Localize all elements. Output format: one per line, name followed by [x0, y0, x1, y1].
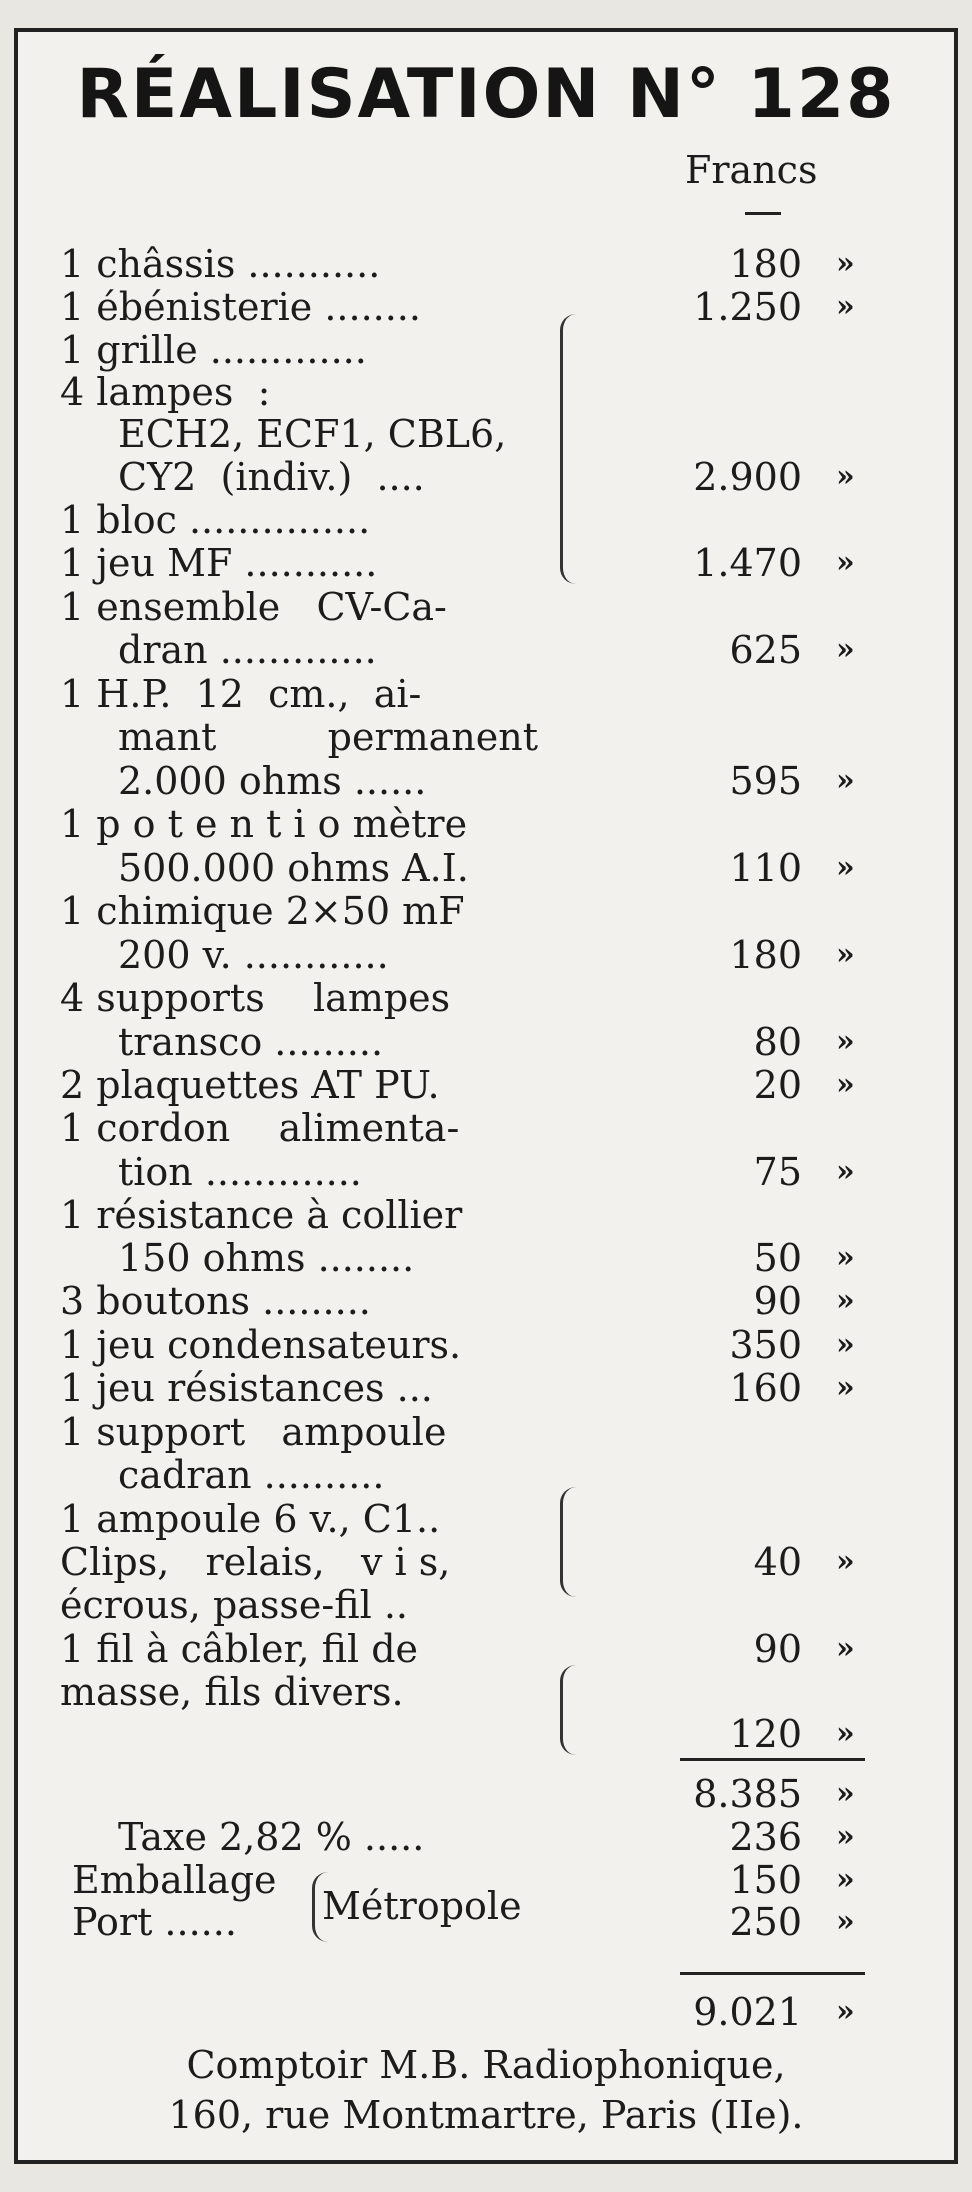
list-item	[0, 628, 972, 672]
list-item	[0, 1150, 972, 1194]
price-mark: »	[836, 1154, 855, 1189]
item-description: 500.000 ohms A.I.	[118, 846, 469, 890]
total-rule	[680, 1972, 865, 1975]
list-item	[0, 285, 972, 329]
price-mark: »	[836, 1904, 855, 1939]
list-item	[0, 1712, 972, 1756]
total-value: 9.021	[693, 1990, 802, 2034]
list-item	[0, 759, 972, 803]
item-description: 4 supports lampes	[60, 976, 451, 1020]
currency-underline	[745, 212, 781, 215]
list-item	[0, 328, 972, 372]
currency-header: Francs	[685, 148, 818, 192]
charge-label: Taxe 2,82 % .....	[118, 1815, 425, 1859]
item-price: 350	[729, 1323, 802, 1367]
footer-company: Comptoir M.B. Radiophonique,	[186, 2043, 786, 2087]
list-item	[0, 242, 972, 286]
list-item	[0, 1410, 972, 1454]
item-description: dran .............	[118, 628, 377, 672]
list-item	[0, 1670, 972, 1714]
item-description: 1 fil à câbler, fil de	[60, 1627, 419, 1671]
item-description: 1 H.P. 12 cm., ai-	[60, 672, 422, 716]
price-mark: »	[836, 632, 855, 667]
item-price: 50	[753, 1236, 802, 1280]
footer-address	[0, 2040, 972, 2140]
item-price: 20	[753, 1063, 802, 1107]
list-item	[0, 933, 972, 977]
price-mark: »	[836, 1631, 855, 1666]
list-item	[0, 1279, 972, 1323]
item-description: 1 p o t e n t i o mètre	[60, 802, 468, 846]
item-price: 180	[729, 933, 802, 977]
item-description: 1 grille .............	[60, 328, 367, 372]
item-description: Clips, relais, v i s,	[60, 1540, 451, 1584]
item-description: 1 support ampoule	[60, 1410, 447, 1454]
item-description: mant permanent	[118, 715, 538, 759]
item-description: 200 v. ............	[118, 933, 389, 977]
price-mark: »	[836, 246, 855, 281]
price-mark: »	[836, 850, 855, 885]
list-item	[0, 1583, 972, 1627]
list-item	[0, 1063, 972, 1107]
price-mark: »	[836, 1283, 855, 1318]
list-item	[0, 846, 972, 890]
price-mark: »	[836, 1994, 855, 2029]
price-mark: »	[836, 1327, 855, 1362]
price-mark: »	[836, 459, 855, 494]
price-mark: »	[836, 1716, 855, 1751]
item-description: 1 ampoule 6 v., C1..	[60, 1497, 441, 1541]
item-description: 150 ohms ........	[118, 1236, 415, 1280]
item-description: masse, fils divers.	[60, 1670, 404, 1714]
item-price: 80	[753, 1020, 802, 1064]
item-description: 1 jeu MF ...........	[60, 541, 378, 585]
list-item	[0, 455, 972, 499]
list-item	[0, 1193, 972, 1237]
charge-row	[0, 1815, 972, 1859]
item-description: 1 jeu résistances ...	[60, 1366, 433, 1410]
list-item	[0, 412, 972, 456]
item-price: 120	[729, 1712, 802, 1756]
price-mark: »	[836, 1370, 855, 1405]
list-item	[0, 370, 972, 414]
subtotal-value: 8.385	[693, 1772, 802, 1816]
group-brace	[560, 1487, 589, 1597]
price-mark: »	[836, 1544, 855, 1579]
item-description: écrous, passe-fil ..	[60, 1583, 408, 1627]
item-description: 2 plaquettes AT PU.	[60, 1063, 440, 1107]
list-item	[0, 976, 972, 1020]
price-mark: »	[836, 289, 855, 324]
charge-label: Emballage	[72, 1858, 277, 1902]
item-description: 1 ensemble CV-Ca-	[60, 585, 447, 629]
item-description: 1 chimique 2×50 mF	[60, 889, 465, 933]
total-row	[0, 1990, 972, 2034]
price-mark: »	[836, 1776, 855, 1811]
item-description: 1 jeu condensateurs.	[60, 1323, 462, 1367]
list-item	[0, 1627, 972, 1671]
item-description: 1 cordon alimenta-	[60, 1106, 460, 1150]
charges-group-row	[0, 1884, 972, 1928]
item-description: transco .........	[118, 1020, 384, 1064]
item-price: 1.250	[693, 285, 802, 329]
item-description: 2.000 ohms ......	[118, 759, 427, 803]
price-mark: »	[836, 1067, 855, 1102]
item-description: 1 résistance à collier	[60, 1193, 463, 1237]
item-price: 625	[729, 628, 802, 672]
charge-value: 236	[729, 1815, 802, 1859]
list-item	[0, 1020, 972, 1064]
item-description: 1 bloc ...............	[60, 498, 371, 542]
item-price: 75	[753, 1150, 802, 1194]
subtotal-rule	[680, 1758, 865, 1761]
item-price: 40	[753, 1540, 802, 1584]
charge-label: Port ......	[72, 1900, 237, 1944]
item-description: CY2 (indiv.) ....	[118, 455, 425, 499]
item-description: 1 ébénisterie ........	[60, 285, 421, 329]
price-mark: »	[836, 1819, 855, 1854]
list-item	[0, 585, 972, 629]
list-item	[0, 1453, 972, 1497]
price-mark: »	[836, 937, 855, 972]
item-price: 595	[729, 759, 802, 803]
price-mark: »	[836, 545, 855, 580]
list-item	[0, 802, 972, 846]
item-description: ECH2, ECF1, CBL6,	[118, 412, 507, 456]
item-price: 110	[729, 846, 802, 890]
list-item	[0, 672, 972, 716]
item-description: 1 châssis ...........	[60, 242, 381, 286]
price-mark: »	[836, 1024, 855, 1059]
list-item	[0, 498, 972, 542]
charge-value: 150	[729, 1858, 802, 1902]
list-item	[0, 1236, 972, 1280]
item-price: 2.900	[693, 455, 802, 499]
list-item	[0, 1106, 972, 1150]
item-description: tion .............	[118, 1150, 362, 1194]
item-description: 3 boutons .........	[60, 1279, 371, 1323]
price-mark: »	[836, 1862, 855, 1897]
list-item	[0, 889, 972, 933]
page-title: RÉALISATION N° 128	[76, 55, 896, 134]
list-item	[0, 1497, 972, 1541]
list-item	[0, 1323, 972, 1367]
item-price: 90	[753, 1279, 802, 1323]
item-price: 1.470	[693, 541, 802, 585]
item-price: 180	[729, 242, 802, 286]
charge-value: 250	[729, 1900, 802, 1944]
list-item	[0, 1366, 972, 1410]
item-price: 160	[729, 1366, 802, 1410]
item-description: cadran ..........	[118, 1453, 385, 1497]
item-price: 90	[753, 1627, 802, 1671]
group-brace	[560, 1665, 589, 1755]
list-item	[0, 1540, 972, 1584]
price-mark: »	[836, 1240, 855, 1275]
group-brace	[560, 314, 589, 584]
charges-group-label: Métropole	[322, 1884, 522, 1928]
price-mark: »	[836, 763, 855, 798]
subtotal-row	[0, 1772, 972, 1816]
list-item	[0, 715, 972, 759]
item-description: 4 lampes :	[60, 370, 271, 414]
list-item	[0, 541, 972, 585]
footer-street: 160, rue Montmartre, Paris (IIe).	[168, 2093, 804, 2137]
